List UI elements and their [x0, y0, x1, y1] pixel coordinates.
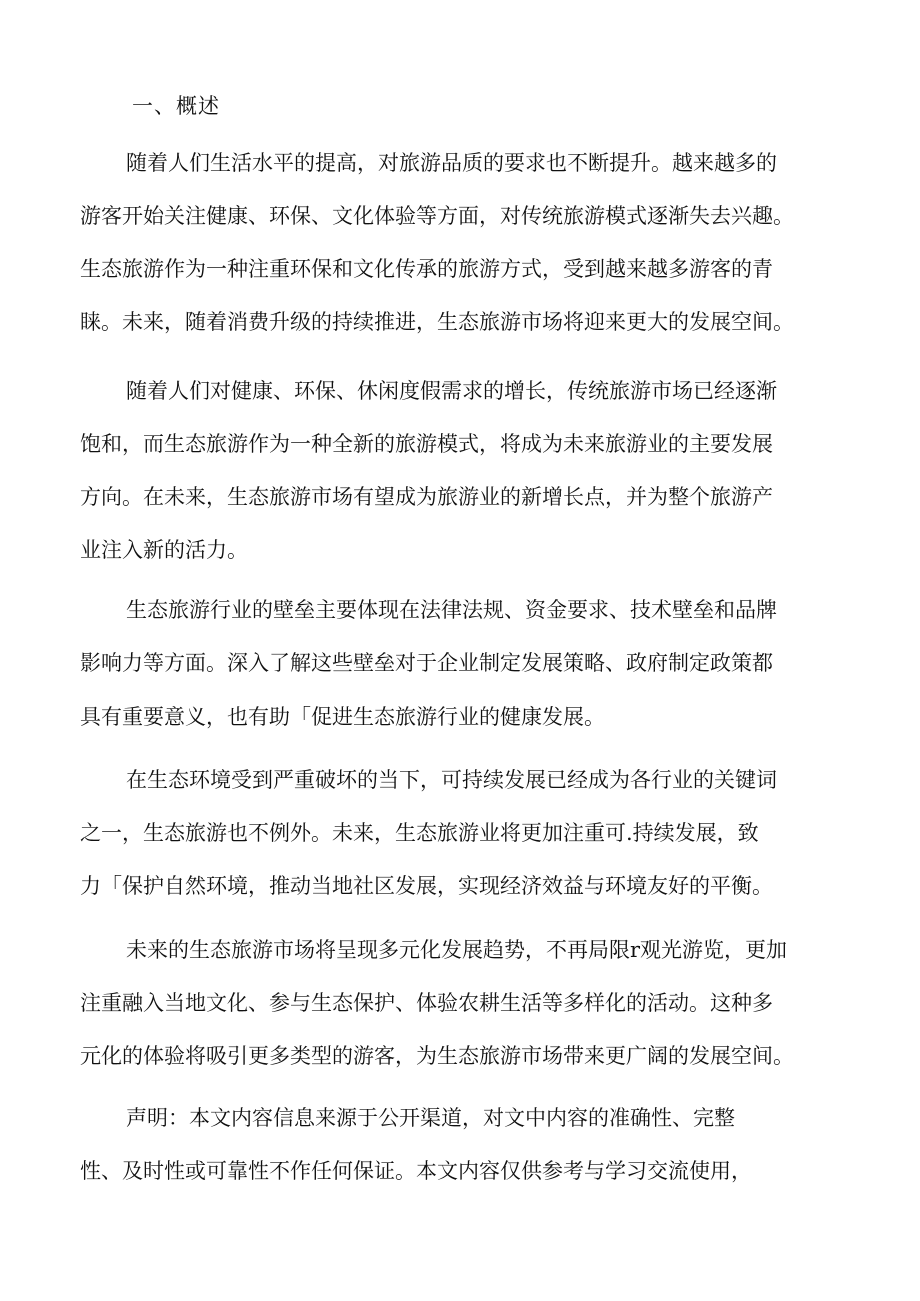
paragraph-line: 声明：本文内容信息来源于公开渠道，对文中内容的准确性、完整: [126, 1106, 735, 1130]
paragraph-line: 注重融入当地文化、参与生态保护、体验农耕生活等多样化的活动。这种多: [80, 991, 773, 1015]
paragraph-line: 之一，生态旅游也不例外。未来，生态旅游业将更加注重可.持续发展，致: [80, 821, 759, 845]
paragraph-line: 影响力等方面。深入了解这些壁垒对于企业制定发展策略、政府制定政策都: [80, 651, 773, 675]
paragraph-line: 随着人们对健康、环保、休闲度假需求的增长，传统旅游市场已经逐渐: [126, 379, 777, 403]
paragraph-line: 未来的生态旅游市场将呈现多元化发展趋势，不再局限r观光游览，更加: [126, 938, 788, 962]
paragraph-line: 元化的体验将吸引更多类型的游客，为生态旅游市场带来更广阔的发展空间。: [80, 1044, 794, 1068]
paragraph-line: 具有重要意义，也有助「促进生态旅游行业的健康发展。: [80, 705, 605, 729]
paragraph-line: 随着人们生活水平的提高，对旅游品质的要求也不断提升。越来越多的: [126, 151, 777, 175]
paragraph-line: 游客开始关注健康、环保、文化体验等方面，对传统旅游模式逐渐失去兴趣。: [80, 204, 794, 228]
paragraph-line: 生态旅游行业的壁垒主要体现在法律法规、资金要求、技术壁垒和品牌: [126, 598, 777, 622]
paragraph-line: 力「保护自然环境，推动当地社区发展，实现经济效益与环境友好的平衡。: [80, 874, 773, 898]
paragraph-line: 生态旅游作为一种注重环保和文化传承的旅游方式，受到越来越多游客的青: [80, 257, 773, 281]
paragraph-line: 方向。在未来，生态旅游市场有望成为旅游业的新增长点，并为整个旅游产: [80, 485, 773, 509]
paragraph-line: 业注入新的活力。: [80, 538, 248, 562]
paragraph-line: 饱和，而生态旅游作为一种全新的旅游模式，将成为未来旅游业的主要发展: [80, 432, 773, 456]
paragraph-line: 在生态环境受到严重破坏的当下，可持续发展已经成为各行业的关键词: [126, 768, 777, 792]
paragraph-line: 睐。未来，随着消费升级的持续推进，生态旅游市场将迎来更大的发展空间。: [80, 310, 794, 334]
paragraph-line: 性、及时性或可靠性不作任何保证。本文内容仅供参考与学习交流使用，: [80, 1159, 752, 1183]
section-heading: 一、概述: [132, 94, 220, 118]
